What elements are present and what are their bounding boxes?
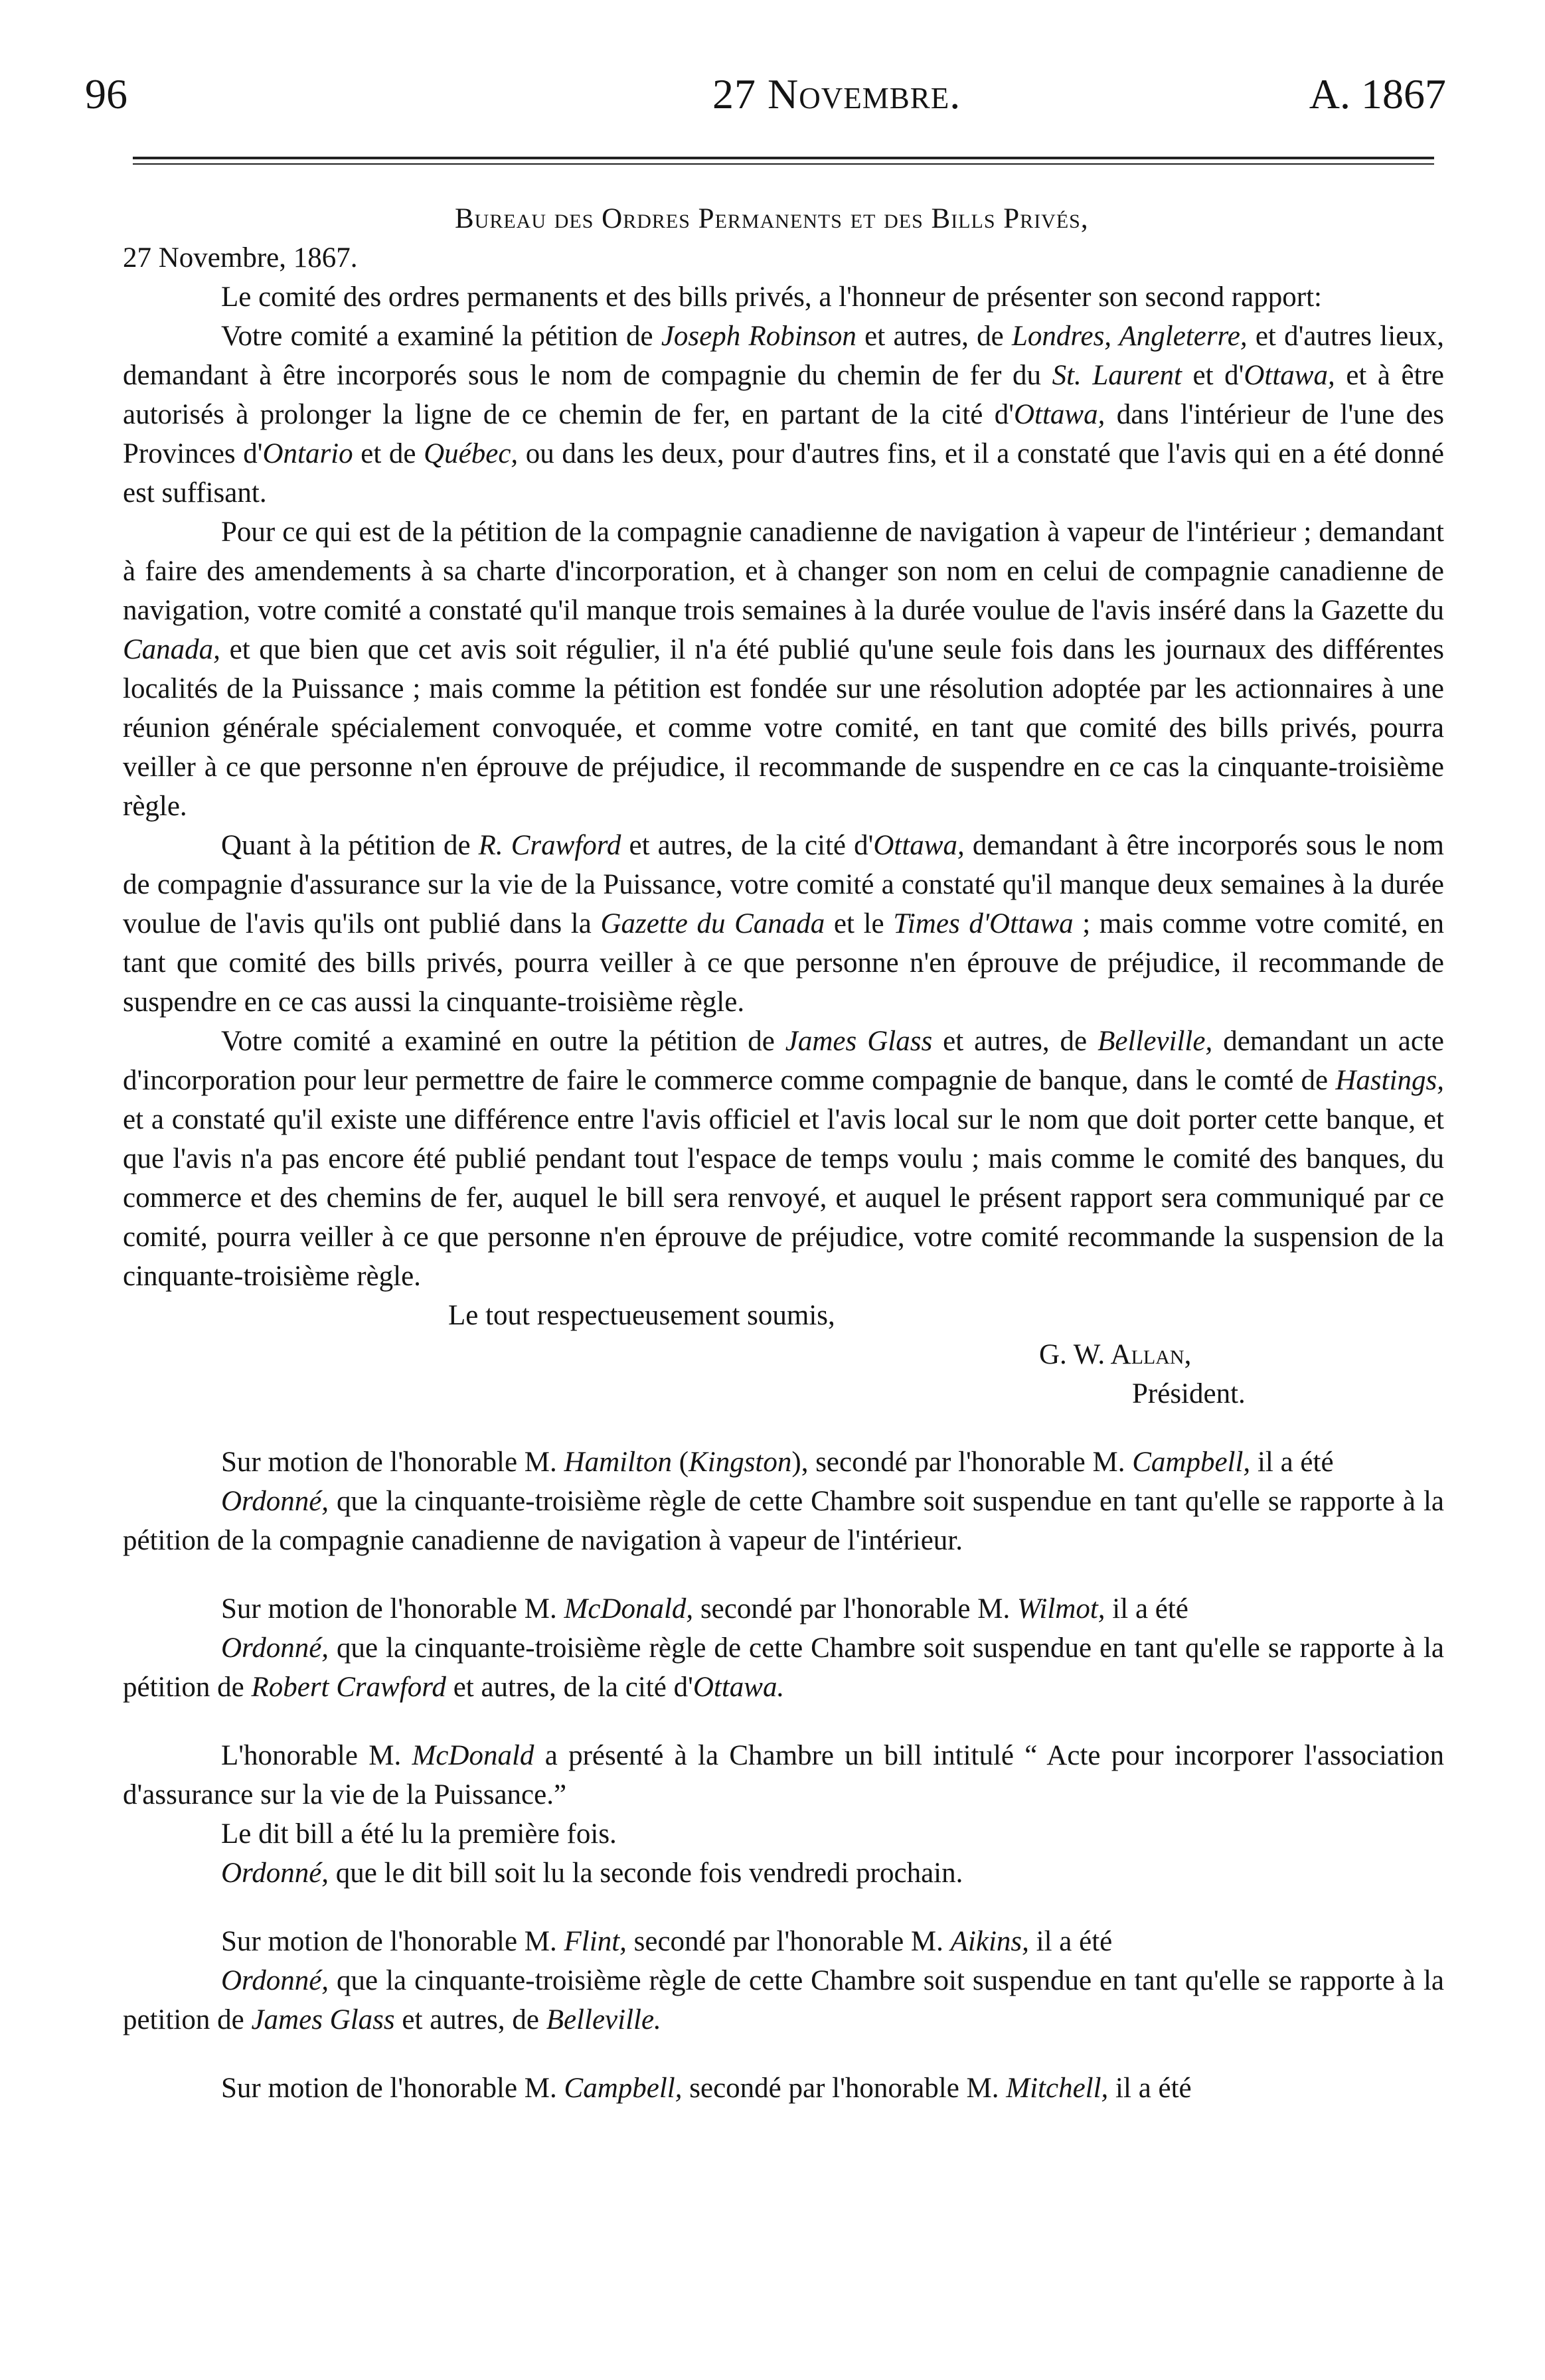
page-number: 96 — [85, 70, 127, 118]
report-paragraph-robinson: Votre comité a examiné la pétition de Joseph Robinson et autres, de Londres, Angleterre, et d'autres lieux, demandant à être incorporés sous le nom de compagnie du chemin de fer du St. Laurent et d'Ottawa, et à être autorisés à prolonger la ligne de ce chemin de fer, en partant de la cité d'Ottawa, dans l'intérieur de l'une des Provinces d'Ontario et de Québec, ou dans les deux, pour d'autres fins, et il a constaté que l'avis qui en a été donné est suffisant. — [123, 321, 1444, 509]
header-rule-thin — [133, 163, 1434, 165]
report-paragraph-navigation: Pour ce qui est de la pétition de la compagnie canadienne de navigation à vapeur de l'intérieur ; demandant à faire des amendements à sa charte d'incorporation, et à changer son nom en celui de compagnie canadienne de navigation, votre comité a constaté qu'il manque trois semaines à la durée voulue de l'avis inséré dans la Gazette du Canada, et que bien que cet avis soit régulier, il n'a été publié qu'une seule fois dans les journaux des différentes localités de la Puissance ; mais comme la pétition est fondée sur une résolution adoptée par les actionnaires à une réunion générale spécialement convoquée, et comme votre comité, en tant que comité des bills privés, pourra veiller à ce que personne n'en éprouve de préjudice, il recommande de suspendre en ce cas la cinquante-troisième règle. — [123, 516, 1444, 822]
report-paragraph-glass: Votre comité a examiné en outre la pétition de James Glass et autres, de Belleville, demandant un acte d'incorporation pour leur permettre de faire le commerce comme compagnie de banque, dans le comté de Hastings, et a constaté qu'il existe une différence entre l'avis officiel et l'avis local sur le nom que doit porter cette banque, et que l'avis n'a pas encore été publié pendant tout l'espace de temps voulu ; mais comme le comité des banques, du commerce et des chemins de fer, auquel le bill sera renvoyé, et auquel le présent rapport sera communiqué par ce comité, pourra veiller à ce que personne n'en éprouve de préjudice, votre comité recommande la suspension de la cinquante-troisième règle. — [123, 1026, 1444, 1292]
motion-hamilton: Sur motion de l'honorable M. Hamilton (Kingston), secondé par l'honorable M. Campbell, il a été — [221, 1447, 1334, 1478]
motion-flint: Sur motion de l'honorable M. Flint, secondé par l'honorable M. Aikins, il a été — [221, 1926, 1113, 1957]
running-date: 27 Novembre. — [712, 70, 961, 118]
signatory-name: G. W. Allan, — [1039, 1339, 1192, 1370]
report-intro: Le comité des ordres permanents et des bills privés, a l'honneur de présenter son second rapport: — [221, 281, 1322, 313]
report-dateline: 27 Novembre, 1867. — [123, 242, 358, 274]
motion-campbell: Sur motion de l'honorable M. Campbell, secondé par l'honorable M. Mitchell, il a été — [221, 2073, 1192, 2104]
header-rule-thick — [133, 157, 1434, 159]
signatory-title: Président. — [1132, 1378, 1246, 1409]
order-mcdonald: Ordonné, que la cinquante-troisième règle de cette Chambre soit suspendue en tant qu'elle se rapporte à la pétition de Robert Crawford et autres, de la cité d'Ottawa. — [123, 1632, 1444, 1703]
bill-order: Ordonné, que le dit bill soit lu la seconde fois vendredi prochain. — [221, 1858, 963, 1889]
report-heading: Bureau des Ordres Permanents et des Bills Privés, — [455, 203, 1089, 234]
bill-introduction: L'honorable M. McDonald a présenté à la Chambre un bill intitulé “ Acte pour incorporer l'association d'assurance sur la vie de la Puissance.” — [123, 1740, 1445, 1810]
page-text — [123, 199, 1444, 2108]
order-flint: Ordonné, que la cinquante-troisième règle de cette Chambre soit suspendue en tant qu'elle se rapporte à la petition de James Glass et autres, de Belleville. — [123, 1965, 1444, 2035]
bill-first-reading: Le dit bill a été lu la première fois. — [221, 1818, 617, 1850]
motion-mcdonald: Sur motion de l'honorable M. McDonald, secondé par l'honorable M. Wilmot, il a été — [221, 1593, 1188, 1625]
report-closing: Le tout respectueusement soumis, — [448, 1300, 835, 1331]
order-hamilton: Ordonné, que la cinquante-troisième règle de cette Chambre soit suspendue en tant qu'elle se rapporte à la pétition de la compagnie canadienne de navigation à vapeur de l'intérieur. — [123, 1486, 1444, 1556]
running-year: A. 1867 — [1309, 70, 1446, 118]
report-paragraph-crawford: Quant à la pétition de R. Crawford et autres, de la cité d'Ottawa, demandant à être incorporés sous le nom de compagnie d'assurance sur la vie de la Puissance, votre comité a constaté qu'il manque deux semaines à la durée voulue de l'avis qu'ils ont publié dans la Gazette du Canada et le Times d'Ottawa ; mais comme votre comité, en tant que comité des bills privés, pourra veiller à ce que personne n'en éprouve de préjudice, il recommande de suspendre en ce cas aussi la cinquante-troisième règle. — [123, 830, 1444, 1018]
running-head — [85, 70, 1446, 136]
